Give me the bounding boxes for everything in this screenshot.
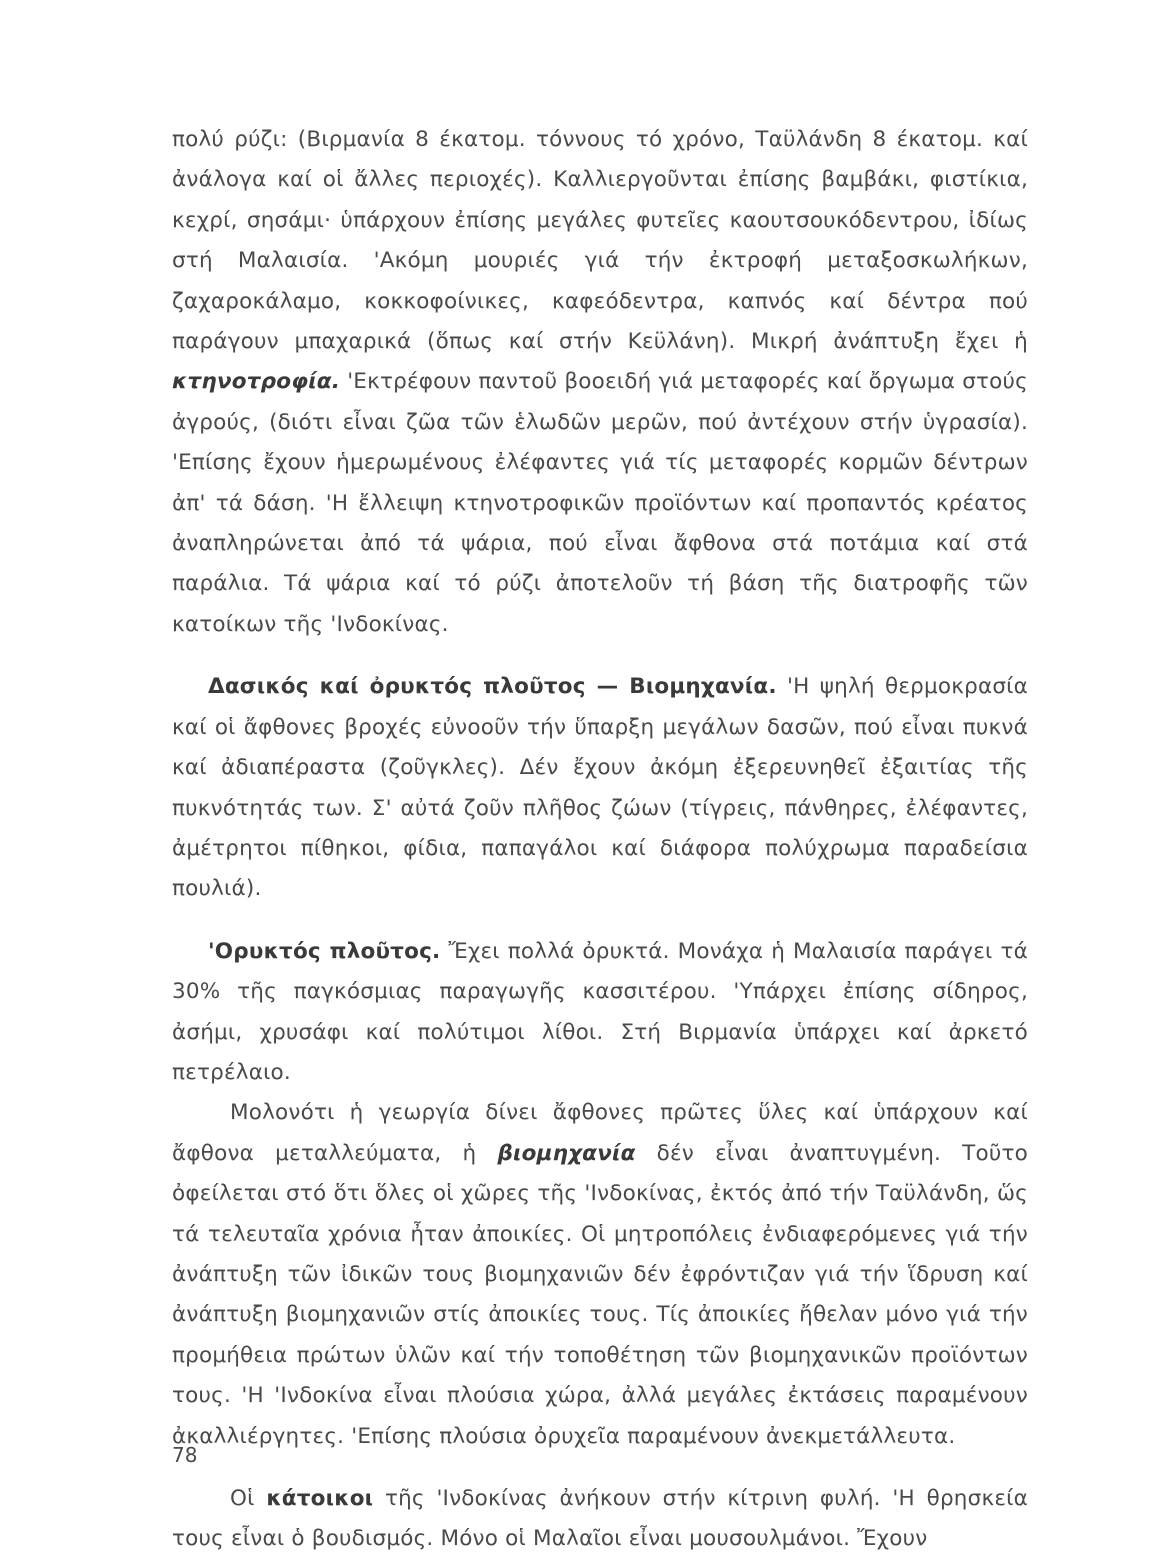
emphasis-industry: βιομηχανία [497,1140,636,1166]
paragraph-agriculture [172,120,1028,645]
paragraph-text: δέν εἶναι ἀναπτυγμένη. Τοῦτο ὀφείλεται στό ὅτι ὅλες οἱ χῶρες τῆς 'Ινδοκίνας, ἐκτός ἀπό τήν Ταϋλάνδη, ὥς τά τελευταῖα χρόνια ἦταν ἀποικίες. Οἱ μητροπόλεις ἐνδιαφερόμενες γιά τήν ἀνάπτυξη τῶν ἰδικῶν τους βιομηχανιῶν δέν ἐφρόντιζαν γιά τήν ἵδρυση καί ἀνάπτυξη βιομηχανιῶν στίς ἀποικίες τους. Τίς ἀποικίες ἤθελαν μόνο γιά τήν προμήθεια πρώτων ὑλῶν καί τήν τοποθέτηση τῶν βιομηχανικῶν προϊόντων τους. 'Η 'Ινδοκίνα εἶναι πλούσια χώρα, ἀλλά μεγάλες ἐκτάσεις παραμένουν ἀκαλλιέργητες. 'Επίσης πλούσια ὀρυχεῖα παραμένουν ἀνεκμετάλλευτα. [172,1140,1028,1449]
paragraph-text: Ἔχει πολλά ὀρυκτά. Μονάχα ἡ Μαλαισία παράγει τά 30% τῆς παγκόσμιας παραγωγῆς κασσιτέρου. 'Υπάρχει ἐπίσης σίδηρος, ἀσήμι, χρυσάφι καί πολύτιμοι λίθοι. Στή Βιρμανία ὑπάρχει καί ἀρκετό πετρέλαιο. [172,938,1028,1085]
paragraph-industry [172,1093,1028,1457]
body-text [172,120,1028,1560]
paragraph-text: Μολονότι ἡ γεωργία δίνει ἄφθονες πρῶτες ὕλες καί ὑπάρχουν καί ἄφθονα μεταλλεύματα, ἡ [172,1100,1028,1166]
section-heading-minerals: 'Ορυκτός πλοῦτος. [208,938,441,964]
paragraph-inhabitants [172,1479,1028,1560]
paragraph-forests [172,667,1028,909]
page-number: 78 [172,1443,198,1467]
section-heading-forests: Δασικός καί ὀρυκτός πλοῦτος — Βιομηχανία. [208,674,777,700]
paragraph-minerals [172,932,1028,1094]
paragraph-text: 'Η ψηλή θερμοκρασία καί οἱ ἄφθονες βροχές εὐνοοῦν τήν ὕπαρξη μεγάλων δασῶν, πού εἶναι πυκνά καί ἀδιαπέραστα (ζοῦγκλες). Δέν ἔχουν ἀκόμη ἐξερευνηθεῖ ἐξαιτίας τῆς πυκνότητάς των. Σ' αὐτά ζοῦν πλῆθος ζώων (τίγρεις, πάνθηρες, ἐλέφαντες, ἀμέτρητοι πίθηκοι, φίδια, παπαγάλοι καί διάφορα πολύχρωμα παραδείσια πουλιά). [172,674,1029,902]
paragraph-text: πολύ ρύζι: (Βιρμανία 8 έκατομ. τόννους τό χρόνο, Ταϋλάνδη 8 έκατομ. καί ἀνάλογα καί οἱ ἄλλες περιοχές). Καλλιεργοῦνται ἐπίσης βαμβάκι, φιστίκια, κεχρί, σησάμι· ὑπάρχουν ἐπίσης μεγάλες φυτεῖες καουτσουκόδεντρου, ἰδίως στή Μαλαισία. 'Ακόμη μουριές γιά τήν ἐκτροφή μεταξοσκωλήκων, ζαχαροκάλαμο, κοκκοφοίνικες, καφεόδεντρα, καπνός καί δέντρα πού παράγουν μπαχαρικά (ὅπως καί στήν Κεϋλάνη). Μικρή ἀνάπτυξη ἔχει ἡ [172,127,1028,355]
paragraph-text: 'Εκτρέφουν παντοῦ βοοειδή γιά μεταφορές καί ὄργωμα στούς ἀγρούς, (διότι εἶναι ζῶα τῶν ἑλωδῶν μερῶν, πού ἀντέχουν στήν ὑγρασία). 'Επίσης ἔχουν ἡμερωμένους ἐλέφαντες γιά τίς μεταφορές κορμῶν δέντρων ἀπ' τά δάση. 'Η ἔλλειψη κτηνοτροφικῶν προϊόντων καί προπαντός κρέατος ἀναπληρώνεται ἀπό τά ψάρια, πού εἶναι ἄφθονα στά ποτάμια καί στά παράλια. Τά ψάρια καί τό ρύζι ἀποτελοῦν τή βάση τῆς διατροφῆς τῶν κατοίκων τῆς 'Ινδοκίνας. [172,369,1028,637]
paragraph-text: τῆς 'Ινδοκίνας ἀνήκουν στήν κίτρινη φυλή. 'Η θρησκεία τους εἶναι ὁ βουδισμός. Μόνο οἱ Μαλαῖοι εἶναι μουσουλμάνοι. Ἔχουν [172,1486,1028,1552]
paragraph-text: Οἱ [230,1486,267,1511]
emphasis-inhabitants: κάτοικοι [266,1486,374,1511]
emphasis-livestock: κτηνοτροφία. [172,369,341,395]
